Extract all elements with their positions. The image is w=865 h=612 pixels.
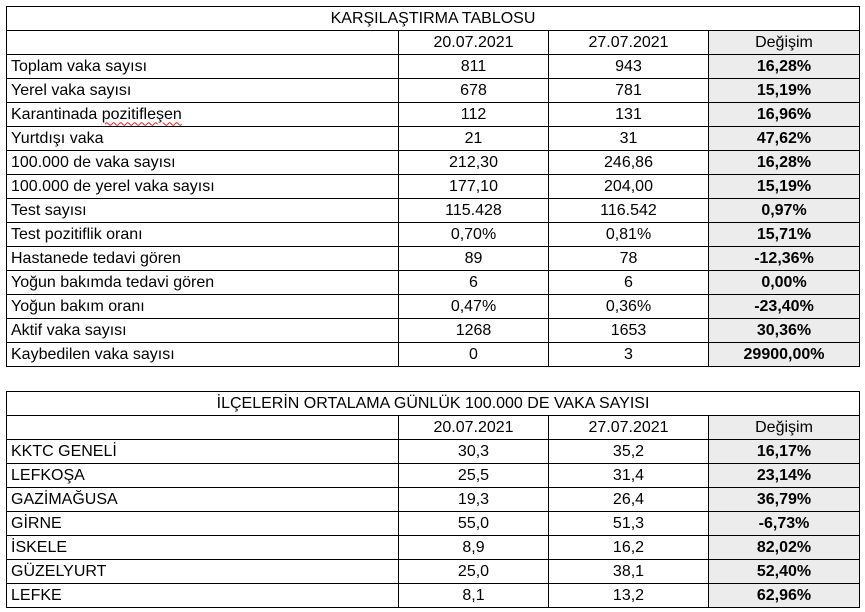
row-value-2: 1653 — [549, 319, 709, 343]
row-value-1: 6 — [399, 271, 549, 295]
header-date-1: 20.07.2021 — [399, 416, 549, 440]
table-title-row — [7, 392, 860, 416]
header-date-2: 27.07.2021 — [549, 31, 709, 55]
row-label: GİRNE — [7, 512, 399, 536]
row-value-2: 781 — [549, 79, 709, 103]
row-label: Test pozitiflik oranı — [7, 223, 399, 247]
table-row — [7, 151, 860, 175]
row-change: 29900,00% — [709, 343, 860, 367]
row-change: 47,62% — [709, 127, 860, 151]
header-change: Değişim — [709, 416, 860, 440]
row-value-2: 31,4 — [549, 464, 709, 488]
row-change: 15,19% — [709, 79, 860, 103]
table-row — [7, 464, 860, 488]
row-value-1: 30,3 — [399, 440, 549, 464]
row-label: Test sayısı — [7, 199, 399, 223]
table-row — [7, 247, 860, 271]
row-value-2: 31 — [549, 127, 709, 151]
row-value-2: 0,81% — [549, 223, 709, 247]
row-label: 100.000 de vaka sayısı — [7, 151, 399, 175]
row-value-1: 0 — [399, 343, 549, 367]
row-label: KKTC GENELİ — [7, 440, 399, 464]
row-value-2: 78 — [549, 247, 709, 271]
row-value-1: 177,10 — [399, 175, 549, 199]
row-change: 62,96% — [709, 584, 860, 608]
row-value-2: 3 — [549, 343, 709, 367]
table-row — [7, 295, 860, 319]
row-value-1: 212,30 — [399, 151, 549, 175]
spellcheck-underlined-word: pozitifleşen — [101, 105, 182, 123]
row-change: 0,00% — [709, 271, 860, 295]
row-change: 0,97% — [709, 199, 860, 223]
row-value-2: 16,2 — [549, 536, 709, 560]
row-value-1: 25,5 — [399, 464, 549, 488]
row-change: 16,17% — [709, 440, 860, 464]
row-value-1: 55,0 — [399, 512, 549, 536]
row-value-2: 26,4 — [549, 488, 709, 512]
row-label: Yerel vaka sayısı — [7, 79, 399, 103]
row-value-1: 8,9 — [399, 536, 549, 560]
table-row — [7, 343, 860, 367]
table-row — [7, 271, 860, 295]
row-value-1: 678 — [399, 79, 549, 103]
row-label: LEFKE — [7, 584, 399, 608]
row-value-1: 112 — [399, 103, 549, 127]
row-value-2: 38,1 — [549, 560, 709, 584]
row-change: 15,19% — [709, 175, 860, 199]
row-value-2: 943 — [549, 55, 709, 79]
row-value-1: 0,70% — [399, 223, 549, 247]
row-change: 15,71% — [709, 223, 860, 247]
row-label: LEFKOŞA — [7, 464, 399, 488]
table-row — [7, 127, 860, 151]
row-change: -6,73% — [709, 512, 860, 536]
table-row — [7, 79, 860, 103]
comparison-table — [6, 6, 860, 367]
row-value-2: 6 — [549, 271, 709, 295]
table-row — [7, 55, 860, 79]
row-label: Toplam vaka sayısı — [7, 55, 399, 79]
table-row — [7, 223, 860, 247]
row-value-1: 8,1 — [399, 584, 549, 608]
row-value-1: 89 — [399, 247, 549, 271]
row-value-1: 115.428 — [399, 199, 549, 223]
row-value-2: 131 — [549, 103, 709, 127]
table-row — [7, 440, 860, 464]
table-row — [7, 488, 860, 512]
row-value-1: 811 — [399, 55, 549, 79]
row-change: 52,40% — [709, 560, 860, 584]
row-value-2: 116.542 — [549, 199, 709, 223]
comparison-table-title: KARŞILAŞTIRMA TABLOSU — [7, 7, 860, 31]
table-row — [7, 175, 860, 199]
row-label: Yoğun bakım oranı — [7, 295, 399, 319]
row-value-1: 0,47% — [399, 295, 549, 319]
header-empty — [7, 416, 399, 440]
table-row — [7, 103, 860, 127]
table-header-row — [7, 416, 860, 440]
table-row — [7, 560, 860, 584]
table-header-row — [7, 31, 860, 55]
header-date-2: 27.07.2021 — [549, 416, 709, 440]
row-value-1: 19,3 — [399, 488, 549, 512]
row-label: Yurtdışı vaka — [7, 127, 399, 151]
row-label-part: Karantinada — [11, 105, 102, 123]
row-value-2: 204,00 — [549, 175, 709, 199]
row-label: Aktif vaka sayısı — [7, 319, 399, 343]
table-row — [7, 199, 860, 223]
row-label: 100.000 de yerel vaka sayısı — [7, 175, 399, 199]
table-row — [7, 536, 860, 560]
header-empty — [7, 31, 399, 55]
row-label — [7, 103, 399, 127]
row-change: -12,36% — [709, 247, 860, 271]
row-value-2: 51,3 — [549, 512, 709, 536]
row-change: 36,79% — [709, 488, 860, 512]
district-table-title: İLÇELERİN ORTALAMA GÜNLÜK 100.000 DE VAKA SAYISI — [7, 392, 860, 416]
table-row — [7, 512, 860, 536]
row-value-1: 1268 — [399, 319, 549, 343]
row-label: GAZİMAĞUSA — [7, 488, 399, 512]
table-row — [7, 319, 860, 343]
row-change: 30,36% — [709, 319, 860, 343]
row-label: Hastanede tedavi gören — [7, 247, 399, 271]
row-change: -23,40% — [709, 295, 860, 319]
header-change: Değişim — [709, 31, 860, 55]
row-value-2: 246,86 — [549, 151, 709, 175]
district-table — [6, 391, 860, 608]
row-change: 82,02% — [709, 536, 860, 560]
row-value-2: 0,36% — [549, 295, 709, 319]
row-label: GÜZELYURT — [7, 560, 399, 584]
row-value-2: 13,2 — [549, 584, 709, 608]
table-row — [7, 584, 860, 608]
row-label: Kaybedilen vaka sayısı — [7, 343, 399, 367]
row-change: 16,96% — [709, 103, 860, 127]
row-value-2: 35,2 — [549, 440, 709, 464]
row-value-1: 21 — [399, 127, 549, 151]
row-change: 16,28% — [709, 151, 860, 175]
header-date-1: 20.07.2021 — [399, 31, 549, 55]
row-change: 23,14% — [709, 464, 860, 488]
row-label: Yoğun bakımda tedavi gören — [7, 271, 399, 295]
row-change: 16,28% — [709, 55, 860, 79]
table-title-row — [7, 7, 860, 31]
row-label: İSKELE — [7, 536, 399, 560]
row-value-1: 25,0 — [399, 560, 549, 584]
